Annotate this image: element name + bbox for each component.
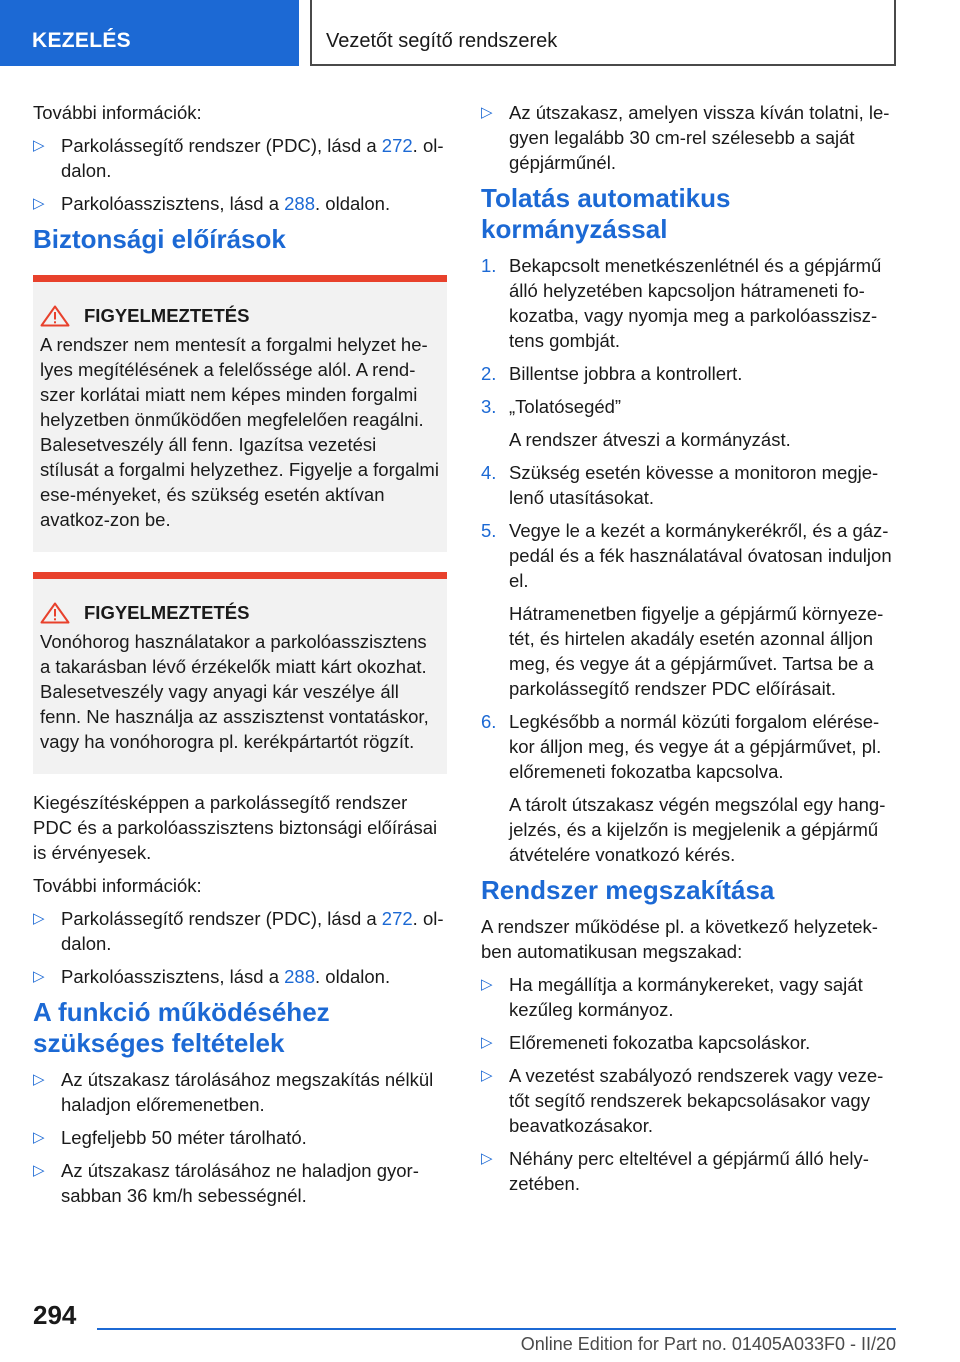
warning-header bbox=[40, 601, 439, 625]
chapter-title-box bbox=[310, 0, 896, 66]
more-info-list bbox=[33, 906, 447, 989]
warning-title: FIGYELMEZTETÉS bbox=[84, 305, 250, 326]
triangle-bullet-icon: ▷ bbox=[481, 1067, 493, 1084]
section-label: KEZELÉS bbox=[32, 29, 131, 52]
triangle-bullet-icon: ▷ bbox=[33, 968, 45, 985]
warning-box bbox=[33, 572, 447, 774]
section-tab bbox=[0, 0, 299, 66]
conditions-list bbox=[33, 1067, 447, 1208]
list-item: ▷ Parkolóasszisztens, lásd a 288. oldalon. bbox=[33, 193, 391, 214]
triangle-bullet-icon: ▷ bbox=[33, 137, 45, 154]
step-note: Hátramenetben figyelje a gépjármű környeze-tét, és hirtelen akadály esetén azonnal álljon meg, és vegye át a gépjárművet. Tartsa be a parkolássegítő rendszer PDC előírásait. bbox=[509, 603, 884, 699]
triangle-bullet-icon: ▷ bbox=[481, 1150, 493, 1167]
step-item: 2. Billentse jobbra a kontrollert. bbox=[481, 363, 743, 384]
heading-conditions: A funkció működéséhez szükséges feltételek bbox=[33, 997, 330, 1058]
conditions-list-continued bbox=[481, 100, 896, 175]
edition-text: Online Edition for Part no. 01405A033F0 - II/20 bbox=[520, 1334, 896, 1354]
list-item: ▷ Legfeljebb 50 méter tárolható. bbox=[33, 1127, 307, 1148]
warning-box bbox=[33, 275, 447, 552]
warning-text: A rendszer nem mentesít a forgalmi helyzet he-lyes megítélésének a felelőssége alól. A rend-szer korlátai miatt nem képes minden forgalmi helyzetben önműködően megfelelően reagálni. Balesetveszély áll fenn. Igazítsa vezetési stílusát a forgalmi helyzethez. Figyelje a forgalmi ese-ményeket, és szükség esetén aktívan avatkoz-zon be. bbox=[40, 334, 439, 530]
paragraph: Kiegészítésképpen a parkolássegítő rendszer PDC és a parkolóasszisztens biztonsági előírásai is érvényesek. bbox=[33, 792, 438, 863]
heading-safety: Biztonsági előírások bbox=[33, 224, 286, 254]
list-item: ▷ Az útszakasz, amelyen vissza kíván tolatni, le-gyen legalább 30 cm-rel szélesebb a saját gépjárműnél. bbox=[481, 102, 890, 173]
triangle-bullet-icon: ▷ bbox=[481, 104, 493, 121]
page-number: 294 bbox=[33, 1300, 77, 1330]
step-number: 6. bbox=[481, 711, 497, 732]
warning-triangle-icon bbox=[40, 602, 70, 624]
list-item: ▷ Parkolássegítő rendszer (PDC), lásd a 272. ol-dalon. bbox=[33, 908, 444, 954]
list-item: ▷ Parkolóasszisztens, lásd a 288. oldalon. bbox=[33, 966, 391, 987]
list-item: ▷ Néhány perc elteltével a gépjármű álló hely-zetében. bbox=[481, 1148, 869, 1194]
right-column bbox=[481, 100, 896, 1204]
list-item: ▷ Előremeneti fokozatba kapcsoláskor. bbox=[481, 1032, 811, 1053]
heading-reverse: Tolatás automatikus kormányzással bbox=[481, 183, 731, 244]
page-link[interactable]: 272 bbox=[381, 135, 413, 156]
triangle-bullet-icon: ▷ bbox=[33, 1129, 45, 1146]
list-item: ▷ Az útszakasz tárolásához megszakítás nélkül haladjon előremenetben. bbox=[33, 1069, 434, 1115]
triangle-bullet-icon: ▷ bbox=[33, 1162, 45, 1179]
list-item: ▷ A vezetést szabályozó rendszerek vagy veze-tőt segítő rendszerek bekapcsolásakor vagy beavatkozásakor. bbox=[481, 1065, 884, 1136]
step-number: 3. bbox=[481, 396, 497, 417]
more-info-label: További információk: bbox=[33, 875, 202, 896]
step-item: 1. Bekapcsolt menetkészenlétnél és a gépjármű álló helyzetében kapcsoljon hátrameneti fo-kozatba, vagy nyomja meg a parkolóasszisz-tens gombját. bbox=[481, 255, 882, 351]
step-note: A rendszer átveszi a kormányzást. bbox=[509, 429, 791, 450]
step-item: 3. „Tolatósegéd” A rendszer átveszi a kormányzást. bbox=[481, 394, 896, 452]
step-number: 4. bbox=[481, 462, 497, 483]
steps-list bbox=[481, 253, 896, 867]
warning-triangle-icon bbox=[40, 305, 70, 327]
triangle-bullet-icon: ▷ bbox=[33, 910, 45, 927]
more-info-list bbox=[33, 133, 447, 216]
triangle-bullet-icon: ▷ bbox=[33, 195, 45, 212]
warning-title: FIGYELMEZTETÉS bbox=[84, 602, 250, 623]
step-item: 5. Vegye le a kezét a kormánykerékről, és a gáz-pedál és a fék használatával óvatosan induljon el. Hátramenetben figyelje a gépjármű környeze-tét, és hirtelen akadály esetén azonnal álljon meg, és vegye át a gépjárművet. Tartsa be a parkolássegítő rendszer PDC előírásait. bbox=[481, 518, 896, 701]
paragraph: A rendszer működése pl. a következő helyzetek-ben automatikusan megszakad: bbox=[481, 916, 878, 962]
warning-text: Vonóhorog használatakor a parkolóasszisztens a takarásban lévő érzékelők miatt kárt okozhat. Balesetveszély vagy anyagi kár veszélye áll fenn. Ne használja az asszisztenst vontatáskor, vagy ha vonóhorogra pl. kerékpártartót rögzít. bbox=[40, 631, 429, 752]
page-link[interactable]: 288 bbox=[284, 193, 316, 214]
step-note: A tárolt útszakasz végén megszólal egy hang-jelzés, és a kijelzőn is megjelenik a gépjármű átvételére vonatkozó kérés. bbox=[509, 794, 886, 865]
list-item: ▷ Parkolássegítő rendszer (PDC), lásd a 272. ol-dalon. bbox=[33, 135, 444, 181]
list-item: ▷ Ha megállítja a kormánykereket, vagy saját kezűleg kormányoz. bbox=[481, 974, 863, 1020]
page-link[interactable]: 288 bbox=[284, 966, 316, 987]
step-number: 2. bbox=[481, 363, 497, 384]
page-header bbox=[0, 0, 960, 66]
footer-divider bbox=[97, 1328, 896, 1330]
heading-interrupt: Rendszer megszakítása bbox=[481, 875, 775, 905]
step-item: 6. Legkésőbb a normál közúti forgalom elérése-kor álljon meg, és vegye át a gépjárművet, pl. előremeneti fokozatba kapcsolva. A tárolt útszakasz végén megszólal egy hang-jelzés, és a kijelzőn is megjelenik a gépjármű átvételére vonatkozó kérés. bbox=[481, 709, 896, 867]
warning-header bbox=[40, 304, 439, 328]
more-info-label: További információk: bbox=[33, 102, 202, 123]
chapter-title: Vezetőt segítő rendszerek bbox=[326, 30, 558, 52]
triangle-bullet-icon: ▷ bbox=[481, 976, 493, 993]
list-item: ▷ Az útszakasz tárolásához ne haladjon gyor-sabban 36 km/h sebességnél. bbox=[33, 1160, 419, 1206]
triangle-bullet-icon: ▷ bbox=[481, 1034, 493, 1051]
step-number: 5. bbox=[481, 520, 497, 541]
page-link[interactable]: 272 bbox=[381, 908, 413, 929]
interrupt-list bbox=[481, 972, 896, 1196]
step-item: 4. Szükség esetén kövesse a monitoron megje-lenő utasításokat. bbox=[481, 462, 879, 508]
left-column bbox=[33, 100, 447, 1216]
triangle-bullet-icon: ▷ bbox=[33, 1071, 45, 1088]
step-number: 1. bbox=[481, 255, 497, 276]
